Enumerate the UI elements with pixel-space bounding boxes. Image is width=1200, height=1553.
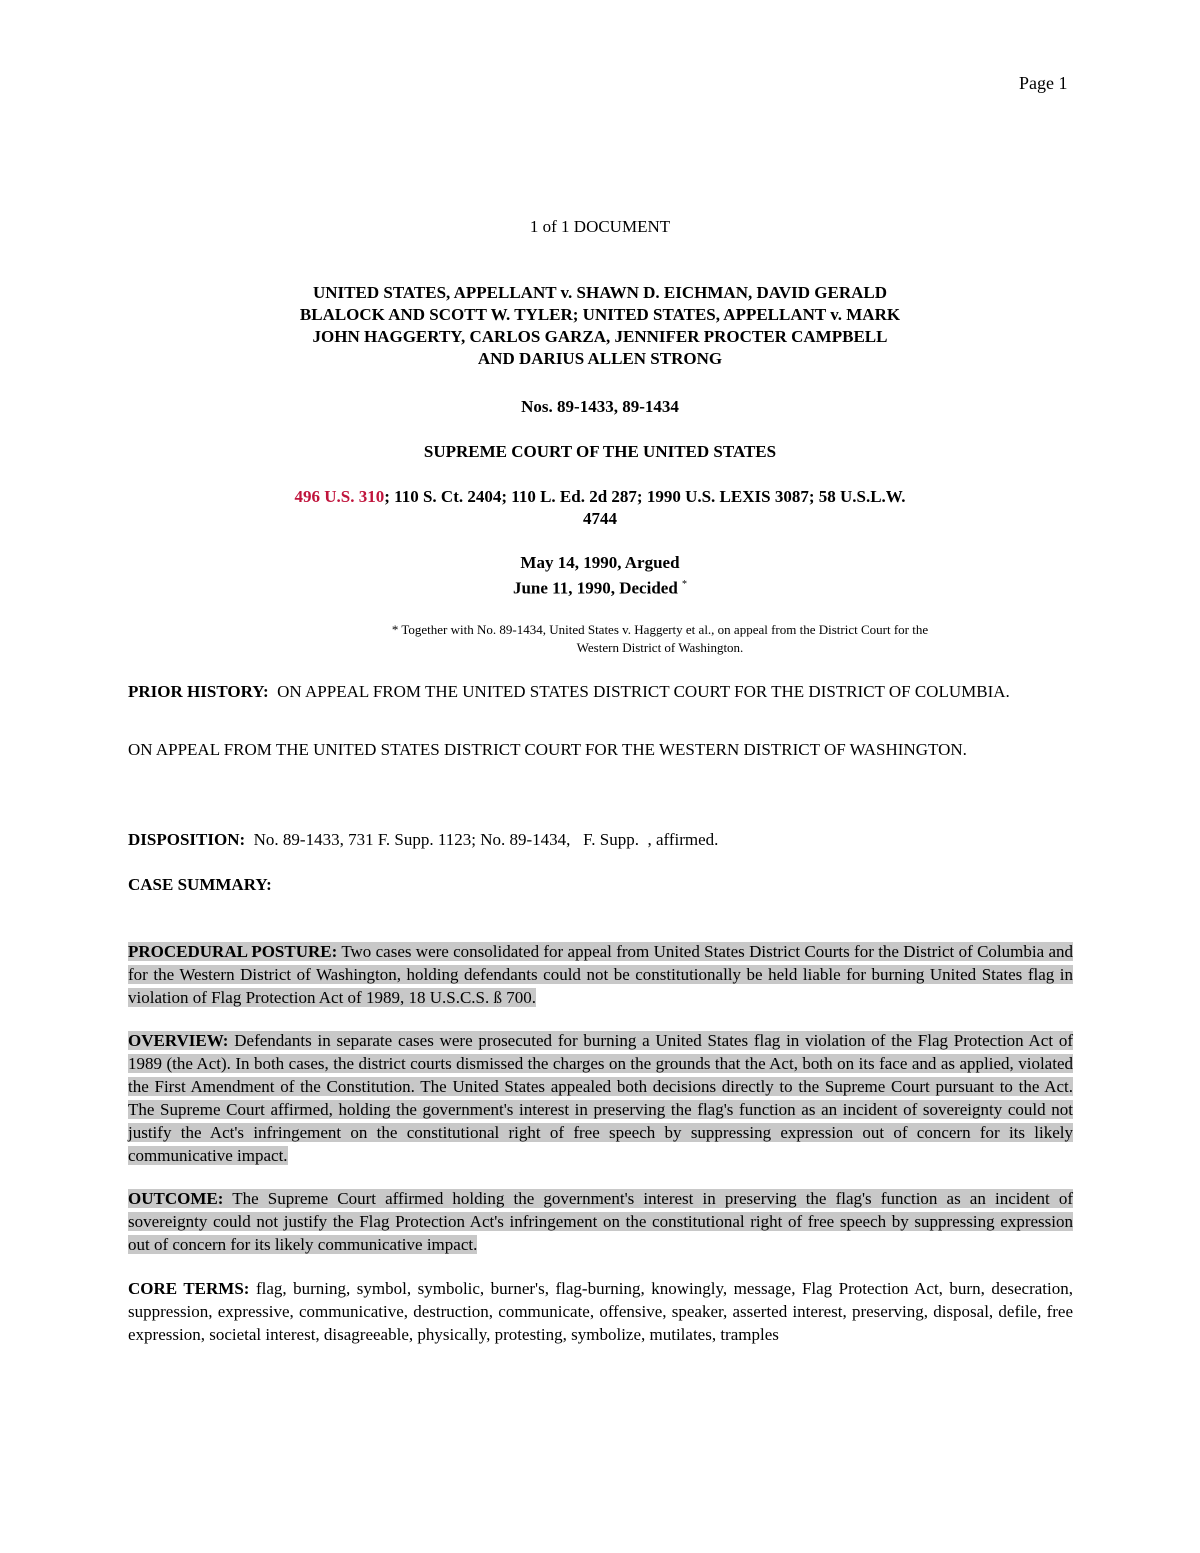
procedural-posture-label: PROCEDURAL POSTURE: [128, 942, 338, 961]
disposition [128, 828, 1073, 851]
core-terms [128, 1277, 1073, 1346]
footnote [280, 621, 1040, 657]
overview-label: OVERVIEW: [128, 1031, 229, 1050]
page-number: Page 1 [1019, 73, 1068, 93]
caption-line: UNITED STATES, APPELLANT v. SHAWN D. EICHMAN, DAVID GERALD [312, 283, 887, 302]
citation-parallel: ; 110 S. Ct. 2404; 110 L. Ed. 2d 287; 1990 U.S. LEXIS 3087; 58 U.S.L.W. [384, 487, 906, 506]
prior-history-label: PRIOR HISTORY: [128, 682, 269, 701]
overview-text: Defendants in separate cases were prosecuted for burning a United States flag in violation of the Flag Protection Act of 1989 (the Act). In both cases, the district courts dismissed the charges on the grounds that the Act, both on its face and as applied, violated the First Amendment of the Constitution. The United States appealed both decisions directly to the Supreme Court pursuant to the Act. The Supreme Court affirmed, holding the government's interest in preserving the flag's function as an incident of sovereignty could not justify the Act's infringement on the constitutional right of free speech by suppressing expression out of concern for its likely communicative impact. [128, 1031, 1074, 1165]
caption-line: BLALOCK AND SCOTT W. TYLER; UNITED STATES, APPELLANT v. MARK [299, 305, 901, 324]
prior-history [128, 680, 1073, 703]
outcome-label: OUTCOME: [128, 1189, 224, 1208]
footnote-line: Western District of Washington. [576, 640, 744, 655]
outcome-text: The Supreme Court affirmed holding the government's interest in preserving the flag's function as an incident of sovereignty could not justify the Flag Protection Act's infringement on the constitutional right of free speech by suppressing expression out of concern for its likely communicative impact. [128, 1189, 1073, 1254]
decision-dates [200, 552, 1000, 600]
court-name: SUPREME COURT OF THE UNITED STATES [423, 442, 777, 461]
disposition-label: DISPOSITION: [128, 830, 246, 849]
overview [128, 1029, 1073, 1167]
footnote-line: * Together with No. 89-1434, United States v. Haggerty et al., on appeal from the District Court for the [391, 622, 929, 637]
disposition-text: No. 89-1433, 731 F. Supp. 1123; No. 89-1434, F. Supp. , affirmed. [253, 830, 719, 849]
caption-line: AND DARIUS ALLEN STRONG [477, 349, 723, 368]
caption-line: JOHN HAGGERTY, CARLOS GARZA, JENNIFER PROCTER CAMPBELL [312, 327, 888, 346]
document-count: 1 of 1 DOCUMENT [529, 217, 671, 236]
footnote-marker[interactable]: * [682, 579, 688, 590]
argued-date: May 14, 1990, Argued [520, 553, 680, 572]
prior-history-2: ON APPEAL FROM THE UNITED STATES DISTRICT COURT FOR THE WESTERN DISTRICT OF WASHINGTON. [128, 740, 967, 759]
citation-block [200, 486, 1000, 530]
docket-numbers: Nos. 89-1433, 89-1434 [521, 397, 679, 416]
case-caption [200, 282, 1000, 370]
core-terms-text: flag, burning, symbol, symbolic, burner's, flag-burning, knowingly, message, Flag Protection Act, burn, desecration, suppression, expressive, communicative, destruction, communicate, offensive, speaker, asserted interest, preserving, disposal, defile, free expression, societal interest, disagreeable, physically, protesting, symbolize, mutilates, tramples [128, 1279, 1073, 1344]
procedural-posture-text: Two cases were consolidated for appeal from United States District Courts for the District of Columbia and for the Western District of Washington, holding defendants could not be constitutionally be held liable for burning United States flag in violation of Flag Protection Act of 1989, 18 U.S.C.S. ß 700. [128, 942, 1073, 1007]
decided-date: June 11, 1990, Decided [512, 578, 678, 598]
prior-history-text: ON APPEAL FROM THE UNITED STATES DISTRICT COURT FOR THE DISTRICT OF COLUMBIA. [277, 682, 1010, 701]
citation-link[interactable]: 496 U.S. 310 [294, 487, 385, 506]
citation-parallel-cont: 4744 [583, 509, 617, 528]
case-summary-heading: CASE SUMMARY: [128, 875, 272, 894]
core-terms-label: CORE TERMS: [128, 1279, 250, 1298]
procedural-posture [128, 940, 1073, 1009]
outcome [128, 1187, 1073, 1256]
